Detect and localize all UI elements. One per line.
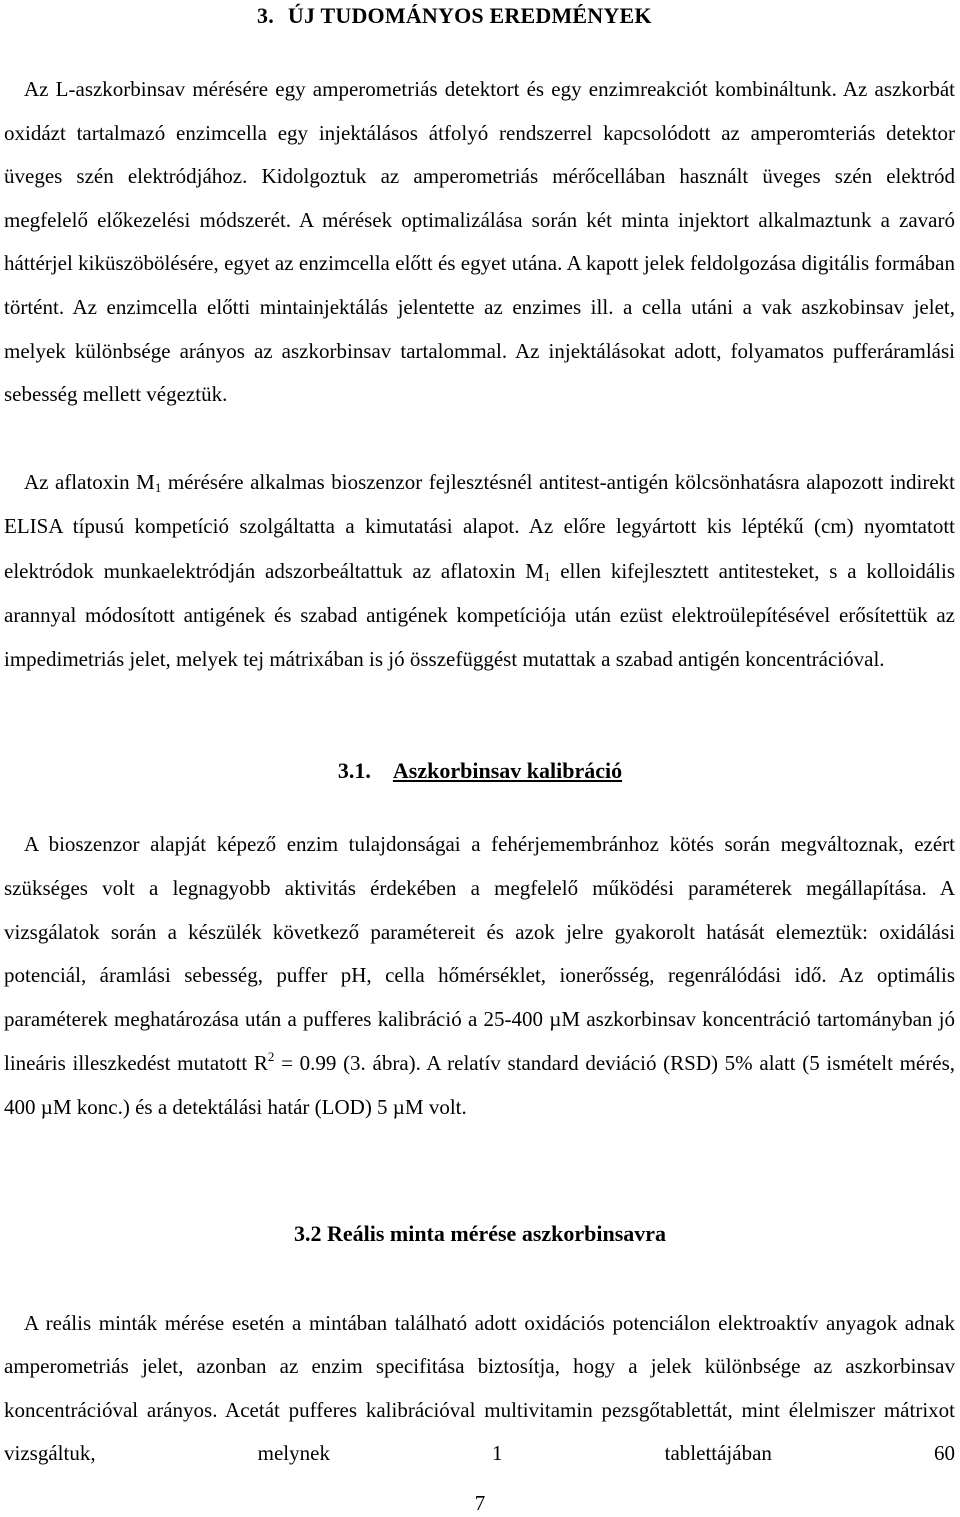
section-title: ÚJ TUDOMÁNYOS EREDMÉNYEK <box>287 3 652 28</box>
paragraph-aflatoxin <box>4 460 955 681</box>
paragraph-text-part: = 0.99 (3. ábra). A relatív standard deviáció (RSD) 5% alatt (5 ismételt mérés, 400 µM konc.) és a detektálási határ (LOD) 5 µM volt. <box>4 1050 955 1119</box>
paragraph-text-part: Az aflatoxin M <box>24 470 155 494</box>
paragraph-real-sample <box>4 1302 955 1476</box>
page-number: 7 <box>474 1491 486 1515</box>
section-number: 3. <box>257 3 274 28</box>
paragraph-text-part: ellen kifejlesztett antitesteket, s a kolloidális arannyal módosított antigének és szabad antigének kompetíciója után ezüst elektroülepítésével erősítettük az impedimetriás jelet, melyek tej mátrixában is jó összefüggést mutattak a szabad antigén koncentrációval. <box>4 558 955 672</box>
superscript: 2 <box>267 1048 275 1064</box>
subsection-number: 3.1. <box>337 758 371 783</box>
subscript: 1 <box>154 480 162 495</box>
paragraph-ascorbic-method <box>4 68 955 417</box>
paragraph-text-part: A bioszenzor alapját képező enzim tulajdonságai a fehérjemembránhoz kötés során megváltoznak, ezért szükséges volt a legnagyobb aktivitás érdekében a megfelelő működési paraméterek megállapítása. A vizsgálatok során a készülék következő paramétereit és azok jelre gyakorolt hatását elemeztük: oxidálási potenciál, áramlási sebesség, puffer pH, cella hőmérséklet, ionerősség, regenrálódási idő. Az optimális paraméterek meghatározása után a pufferes kalibráció a 25-400 µM aszkorbinsav koncentráció tartományban jó lineáris illeszkedést mutatott R <box>4 832 955 1075</box>
section-heading <box>257 3 652 29</box>
paragraph-calibration <box>4 823 955 1130</box>
paragraph-text: A reális minták mérése esetén a mintában található adott oxidációs potenciálon elektroaktív anyagok adnak amperometriás jelet, azonban az enzim specifitása biztosítja, hogy a jelek különbsége az aszkorbinsav koncentrációval arányos. Acetát pufferes kalibrációval multivitamin pezsgőtablettát, mint élelmiszer mátrixot vizsgáltuk, melynek 1 tablettájában 60 <box>4 1311 955 1466</box>
paragraph-text: Az L-aszkorbinsav mérésére egy amperometriás detektort és egy enzimreakciót kombináltunk. Az aszkorbát oxidázt tartalmazó enzimcella egy injektálásos átfolyó rendszerrel kapcsolódott az amperomteriás detektor üveges szén elektródjához. Kidolgoztuk az amperometriás mérőcellában használt üveges szén elektród megfelelő előkezelési módszerét. A mérések optimalizálása során két minta injektort alkalmaztunk a zavaró háttérjel kiküszöbölésére, egyet az enzimcella előtt és egyet utána. A kapott jelek feldolgozása digitális formában történt. Az enzimcella előtti mintainjektálás jelentette az enzimes ill. a cella utáni a vak aszkobinsav jelet, melyek különbsége arányos az aszkorbinsav tartalommal. Az injektálásokat adott, folyamatos pufferáramlási sebesség mellett végeztük. <box>4 77 955 407</box>
subsection-heading-calibration <box>0 758 960 784</box>
paragraph-text-part: mérésére alkalmas bioszenzor fejlesztésnél antitest-antigén kölcsönhatásra alapozott indirekt ELISA típusú kompetíció szolgáltatta a kimutatási alapot. Az előre legyártott kis léptékű (cm) nyomtatott elektródok munkaelektródján adszorbeáltattuk az aflatoxin M <box>4 470 956 583</box>
subsection-heading-real-sample: 3.2 Reális minta mérése aszkorbinsavra <box>293 1221 667 1246</box>
subscript: 1 <box>543 568 551 584</box>
subsection-title: Aszkorbinsav kalibráció <box>392 758 623 783</box>
